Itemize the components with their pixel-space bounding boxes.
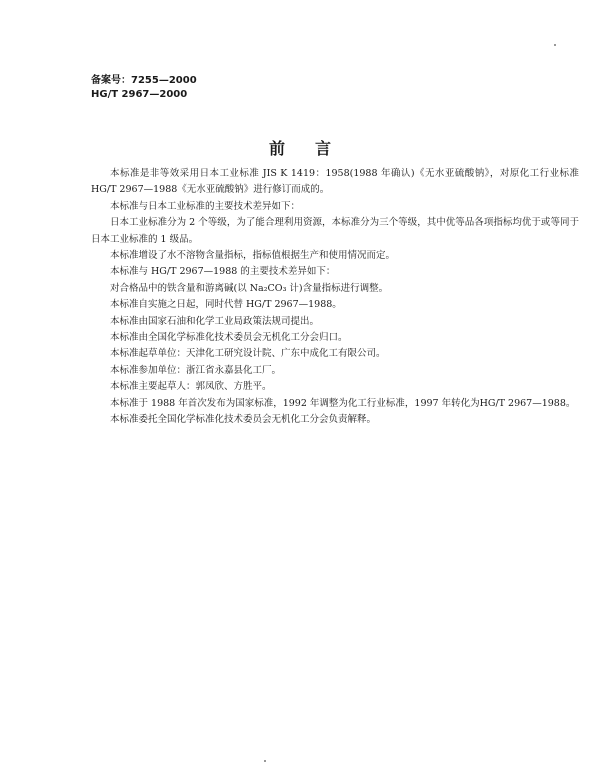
paragraph: 本标准由国家石油和化学工业局政策法规司提出。: [110, 315, 320, 327]
paragraph: 日本工业标准分为 2 个等级，为了能合理利用资源，本标准分为三个等级，其中优等品各项指标均优于或等同于日本工业标准的 1 级品。: [91, 217, 579, 245]
record-number: 备案号：7255—2000: [91, 75, 197, 86]
document-header: [91, 74, 197, 102]
paragraph: 本标准是非等效采用日本工业标准 JIS K 1419：1958(1988 年确认)《无水亚硫酸钠》，对原化工行业标准 HG/T 2967—1988《无水亚硫酸钠》进行修订而成的。: [91, 168, 579, 196]
paragraph: 本标准于 1988 年首次发布为国家标准，1992 年调整为化工行业标准，1997 年转化为HG/T 2967—1988。: [110, 397, 576, 409]
paragraph: 本标准由全国化学标准化技术委员会无机化工分会归口。: [110, 332, 348, 344]
paragraph: 本标准与日本工业标准的主要技术差异如下：: [110, 200, 301, 212]
paragraph: 本标准自实施之日起，同时代替 HG/T 2967—1988。: [110, 299, 342, 311]
paragraph: 本标准委托全国化学标准化技术委员会无机化工分会负责解释。: [110, 414, 377, 426]
paragraph: 本标准与 HG/T 2967—1988 的主要技术差异如下：: [110, 266, 336, 278]
paragraph: 本标准主要起草人：郭凤欣、方胜平。: [110, 381, 272, 393]
paragraph: 对合格品中的铁含量和游离碱(以 Na₂CO₃ 计)含量指标进行调整。: [110, 282, 389, 294]
scan-speck: [554, 44, 556, 46]
standard-code: HG/T 2967—2000: [91, 89, 188, 100]
page-title: 前言: [268, 139, 361, 158]
paragraph: 本标准增设了水不溶物含量指标，指标值根据生产和使用情况而定。: [110, 250, 396, 262]
scan-speck: [264, 760, 266, 762]
paragraph: 本标准参加单位：浙江省永嘉县化工厂。: [110, 364, 282, 376]
paragraph: 本标准起草单位：天津化工研究设计院、广东中成化工有限公司。: [110, 348, 386, 360]
foreword-body: [91, 166, 579, 429]
